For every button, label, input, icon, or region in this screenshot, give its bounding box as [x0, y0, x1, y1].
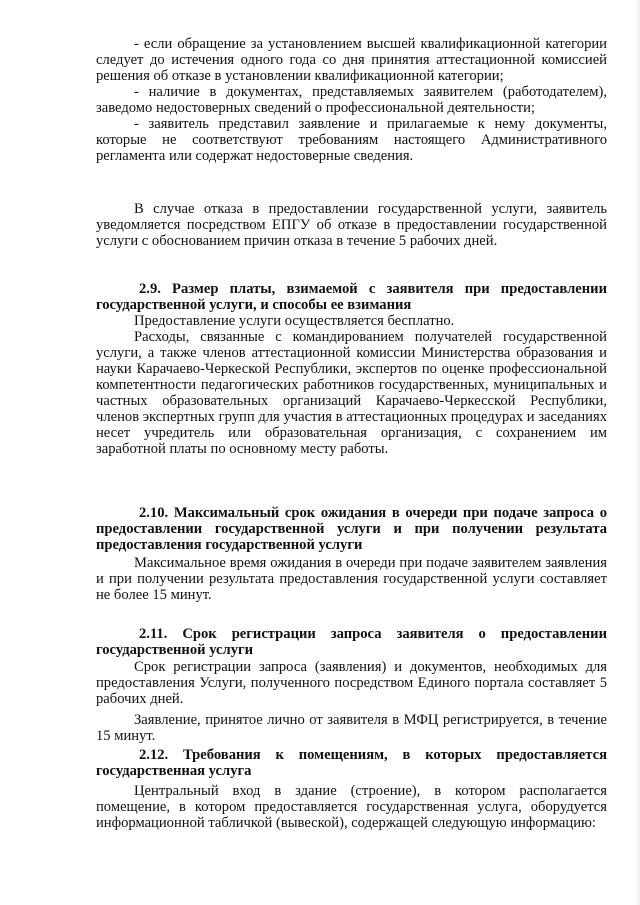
bullet-higher-category: - если обращение за установлением высшей квалификационной категории следует до истечения одного года со дня принятия аттестационной комиссией решения об отказе в установлении квалификационной категории; [96, 36, 607, 84]
section-2-9-paragraph: Предоставление услуги осуществляется бесплатно. [134, 313, 455, 329]
section-2-9-heading: 2.9. Размер платы, взимаемой с заявителя при предоставлении государственной услуги, и способы ее взимания [96, 281, 607, 313]
section-2-10-heading: 2.10. Максимальный срок ожидания в очереди при подаче запроса о предоставлении государственной услуги и при получении результата предоставления государственной услуги [96, 505, 607, 553]
bullet-nonconforming-documents: - заявитель представил заявление и прилагаемые к нему документы, которые не соответствуют требованиям настоящего Административного регламента или содержат недостоверные сведения. [96, 116, 607, 164]
section-2-11-heading: 2.11. Срок регистрации запроса заявителя о предоставлении государственной услуги [96, 626, 607, 658]
bullet-false-information: - наличие в документах, представляемых заявителем (работодателем), заведомо недостоверных сведений о профессиональной деятельности; [96, 84, 607, 116]
refusal-notice-paragraph: В случае отказа в предоставлении государственной услуги, заявитель уведомляется посредством ЕПГУ об отказе в предоставлении государственной услуги с обоснованием причин отказа в течение 5 рабочих дней. [96, 201, 607, 249]
section-2-12-paragraph: Центральный вход в здание (строение), в котором располагается помещение, в котором предоставляется государственная услуга, оборудуется информационной табличкой (вывеской), содержащей следующую информацию: [96, 783, 607, 831]
section-2-11-paragraph: Срок регистрации запроса (заявления) и документов, необходимых для предоставления Услуги, полученного посредством Единого портала составляет 5 рабочих дней. [96, 659, 607, 707]
section-2-10-paragraph: Максимальное время ожидания в очереди при подаче заявителем заявления и при получении результата предоставления государственной услуги составляет не более 15 минут. [96, 555, 607, 603]
section-2-12-heading: 2.12. Требования к помещениям, в которых предоставляется государственная услуга [96, 747, 607, 779]
section-2-11-paragraph: Заявление, принятое лично от заявителя в МФЦ регистрируется, в течение 15 минут. [96, 712, 607, 744]
section-2-9-paragraph: Расходы, связанные с командированием получателей государственной услуги, а также членов аттестационной комиссии Министерства образования и науки Карачаево-Черкеской Республики, экспертов по оценке профессиональной компетентности педагогических работников государственных, муниципальных и частных образовательных организаций Карачаево-Черкесской Республики, членов экспертных групп для участия в аттестационных процедурах и заседаниях несет учредитель или образовательная организация, с сохранением им заработной платы по основному месту работы. [96, 329, 607, 457]
